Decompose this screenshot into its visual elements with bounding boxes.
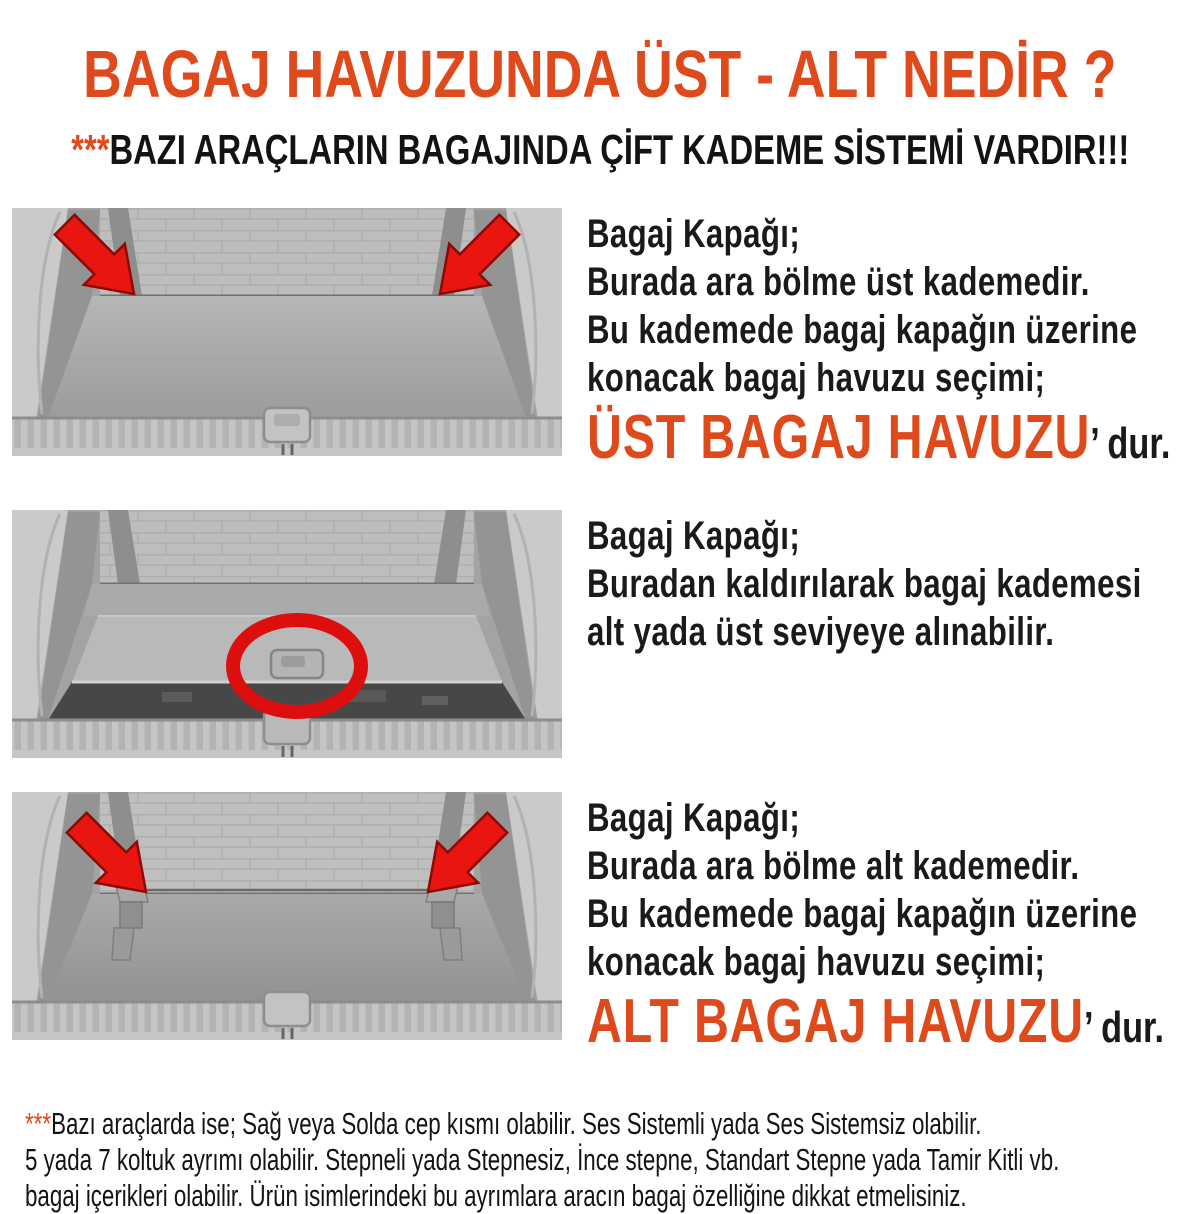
page-subtitle bbox=[71, 128, 1129, 172]
row-upper-text bbox=[587, 208, 1170, 476]
highlight-suffix: ’ dur. bbox=[1083, 1003, 1165, 1053]
footer-line-3: bagaj içerikleri olabilir. Ürün isimlerindeki bu ayrımlara aracın bagaj özelliğine dikkat etmelisiniz. bbox=[25, 1178, 967, 1214]
row-lower-level bbox=[12, 792, 1200, 1060]
subtitle-text: BAZI ARAÇLARIN BAGAJINDA ÇİFT KADEME SİSTEMİ VARDIR!!! bbox=[109, 126, 1130, 174]
footer-line-1 bbox=[25, 1106, 982, 1142]
text-line: alt yada üst seviyeye alınabilir. bbox=[587, 610, 1055, 655]
trunk-upper-deck-illustration bbox=[12, 208, 562, 456]
footer-line-1-text: Bazı araçlarda ise; Sağ veya Solda cep kısmı olabilir. Ses Sistemli yada Ses Sistemsiz olabilir. bbox=[51, 1106, 982, 1142]
footer-line-2: 5 yada 7 koltuk ayrımı olabilir. Stepneli yada Stepnesiz, İnce stepne, Standart Stepne yada Tamir Kitli vb. bbox=[25, 1142, 1060, 1178]
text-line: Bu kademede bagaj kapağın üzerine bbox=[587, 892, 1138, 937]
text-line: Burada ara bölme alt kademedir. bbox=[587, 844, 1080, 889]
highlight-upper: ÜST BAGAJ HAVUZU bbox=[587, 403, 1091, 473]
page-subtitle-row bbox=[0, 128, 1200, 172]
trunk-lift-handle-photo bbox=[12, 510, 562, 758]
footer-notes bbox=[25, 1106, 1200, 1214]
highlight-suffix: ’ dur. bbox=[1090, 419, 1171, 469]
trunk-lower-deck-illustration bbox=[12, 792, 562, 1040]
text-line: Bagaj Kapağı; bbox=[587, 796, 801, 841]
row-lift-handle bbox=[12, 510, 1200, 758]
header bbox=[0, 0, 1200, 172]
text-line: konacak bagaj havuzu seçimi; bbox=[587, 940, 1046, 985]
row-upper-level bbox=[12, 208, 1200, 476]
highlight-line-upper bbox=[587, 403, 1171, 476]
trunk-lower-deck-photo bbox=[12, 792, 562, 1040]
text-line: Bu kademede bagaj kapağın üzerine bbox=[587, 308, 1138, 353]
text-line: konacak bagaj havuzu seçimi; bbox=[587, 356, 1046, 401]
text-line: Burada ara bölme üst kademedir. bbox=[587, 260, 1090, 305]
text-line: Buradan kaldırılarak bagaj kademesi bbox=[587, 562, 1142, 607]
page-title-row bbox=[0, 0, 1200, 110]
highlight-lower: ALT BAGAJ HAVUZU bbox=[587, 987, 1084, 1057]
text-line: Bagaj Kapağı; bbox=[587, 212, 801, 257]
rows-container bbox=[0, 208, 1200, 1060]
row-lift-handle-text bbox=[587, 510, 1142, 656]
highlight-line-lower bbox=[587, 987, 1165, 1060]
page-title: BAGAJ HAVUZUNDA ÜST - ALT NEDİR ? bbox=[83, 37, 1117, 112]
row-lower-text bbox=[587, 792, 1164, 1060]
trunk-upper-deck-photo bbox=[12, 208, 562, 456]
subtitle-stars: *** bbox=[70, 126, 110, 174]
text-line: Bagaj Kapağı; bbox=[587, 514, 801, 559]
trunk-lift-handle-illustration bbox=[12, 510, 562, 758]
footer-stars: *** bbox=[25, 1106, 52, 1142]
